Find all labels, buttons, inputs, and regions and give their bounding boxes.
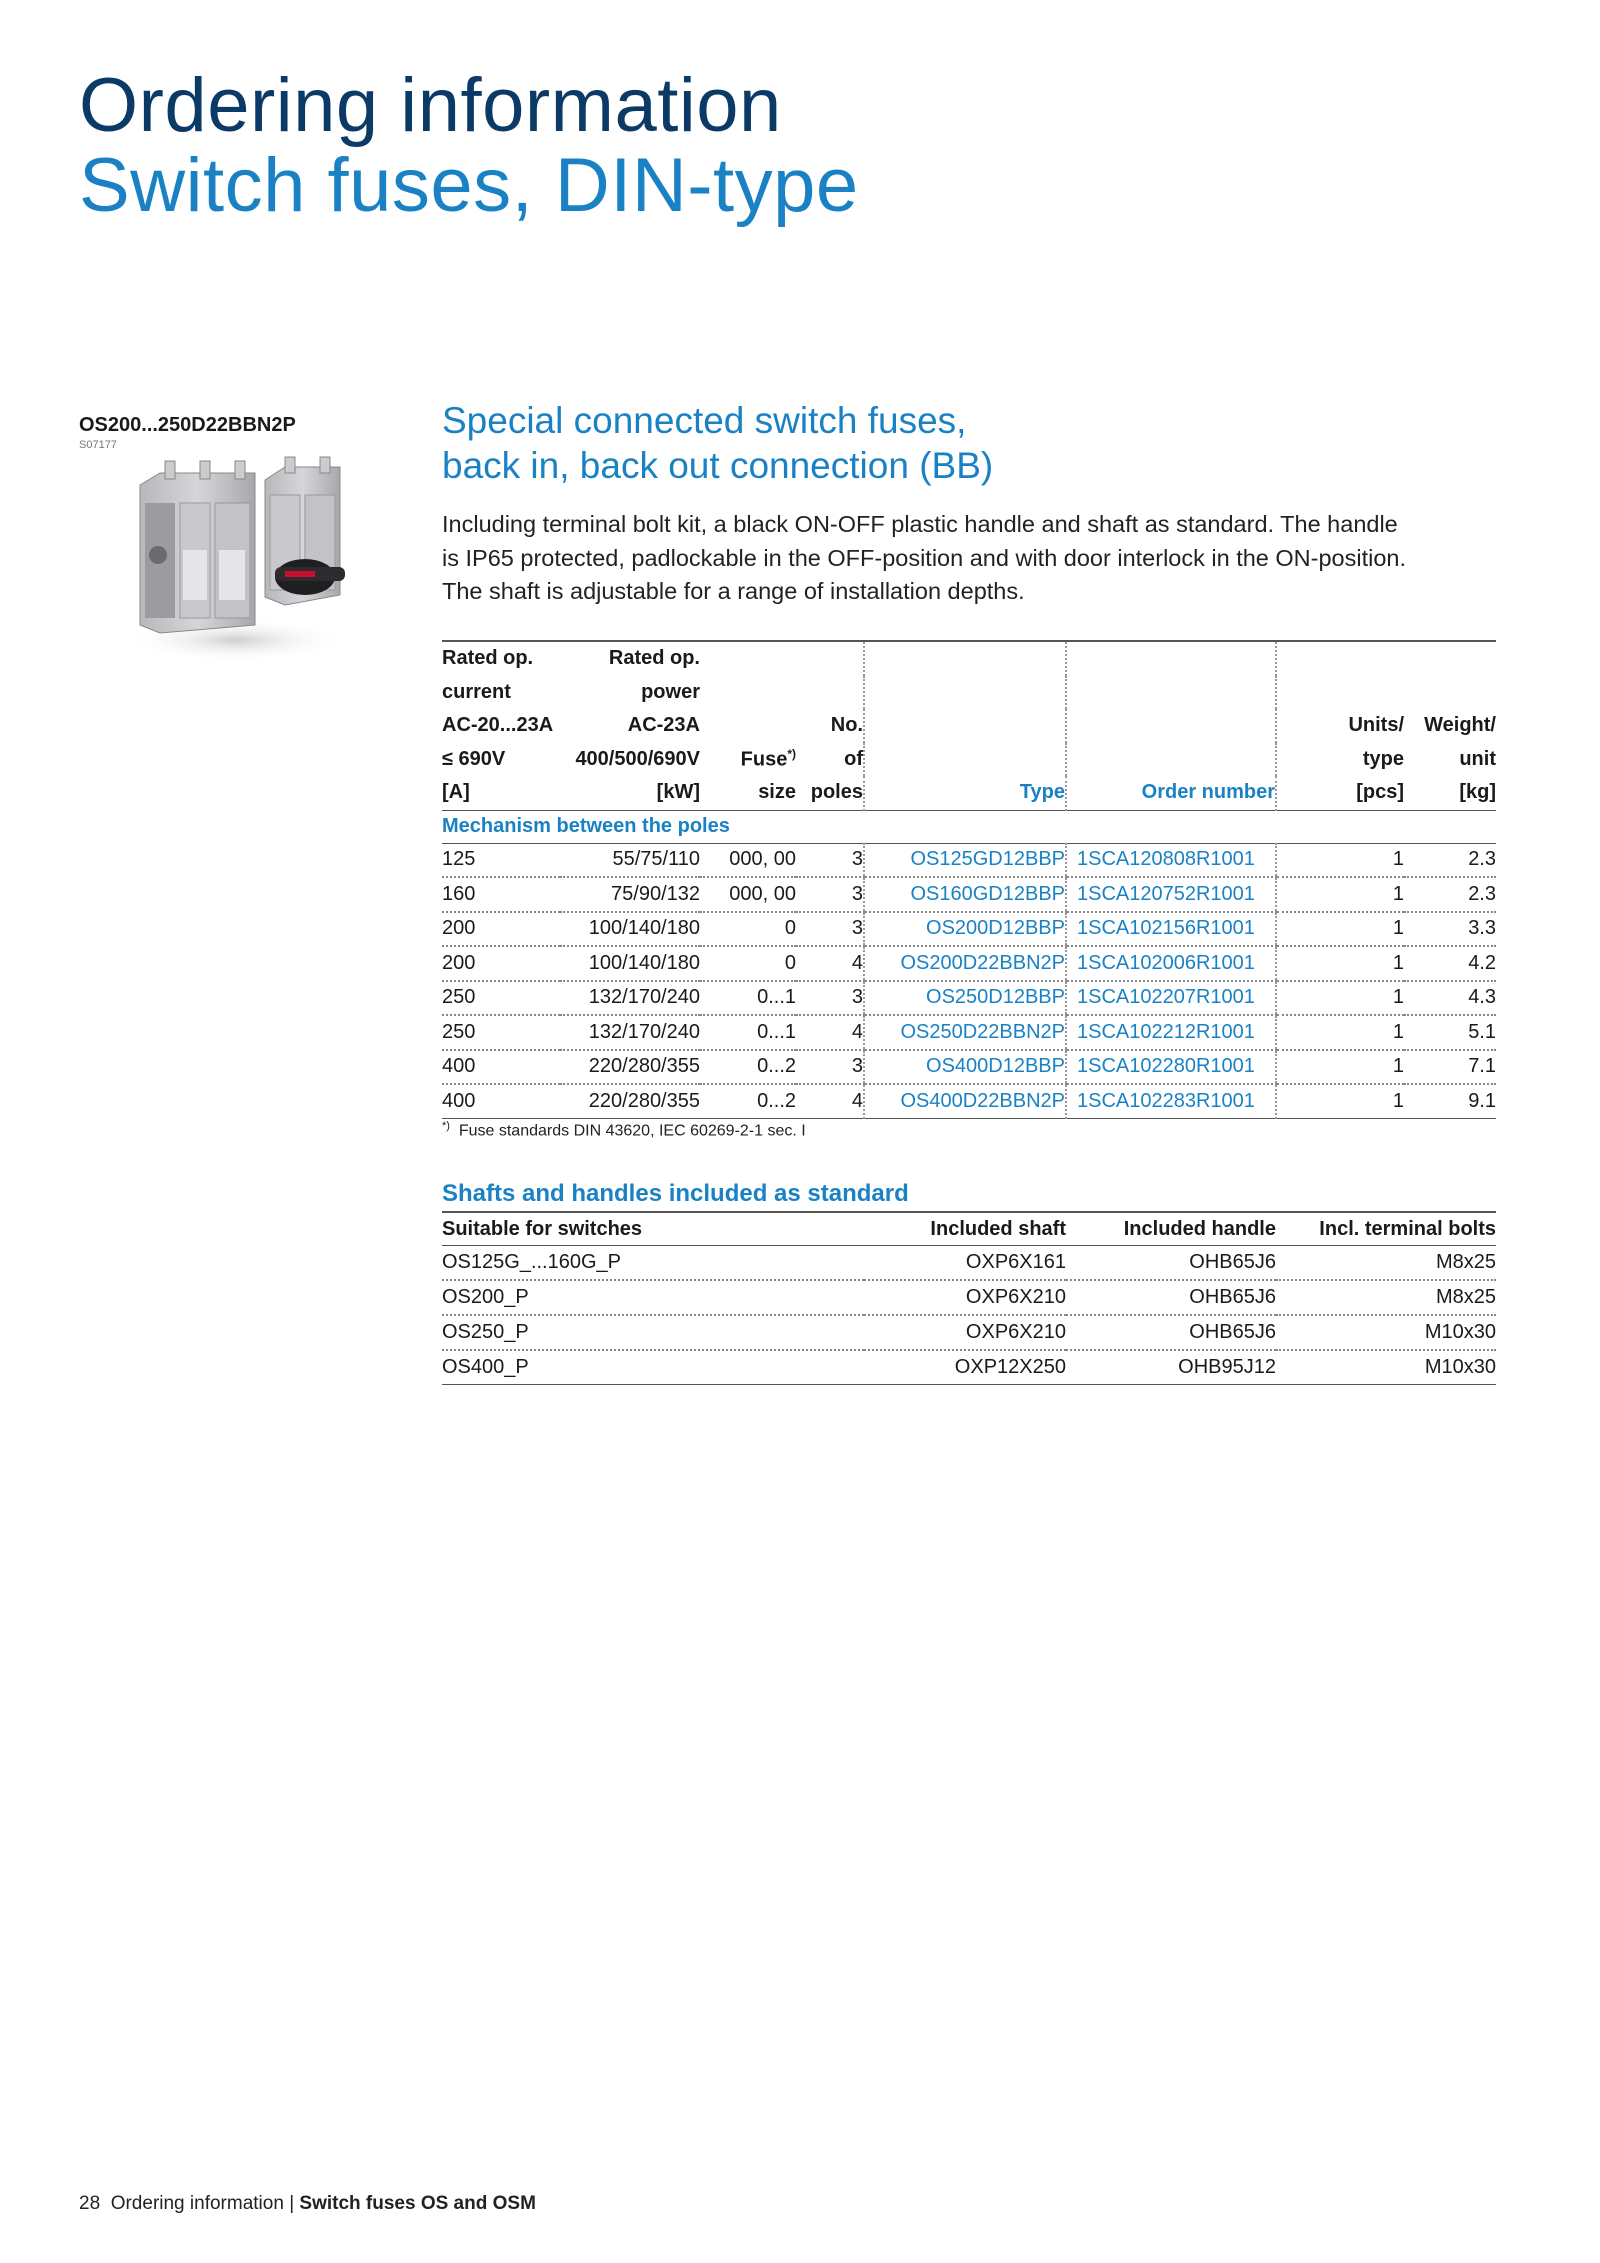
page-title: Ordering information xyxy=(79,63,782,148)
table-cell: OHB65J6 xyxy=(1066,1280,1276,1315)
header-cell: No. xyxy=(830,714,863,737)
table-cell: 160 xyxy=(442,877,560,912)
ordering-table xyxy=(442,640,1496,1119)
table-cell: M8x25 xyxy=(1276,1280,1496,1315)
table-cell: OS400D22BBN2P xyxy=(864,1084,1066,1118)
footer-section: Ordering information xyxy=(110,2193,284,2214)
header-cell xyxy=(864,743,1066,777)
header-cell: Rated op. xyxy=(442,647,534,670)
table-cell: 1SCA102283R1001 xyxy=(1066,1084,1276,1118)
header-cell xyxy=(796,642,864,676)
shafts-section-title: Shafts and handles included as standard xyxy=(442,1180,909,1207)
table-row xyxy=(442,912,1496,947)
table-cell: 1 xyxy=(1276,843,1404,877)
header-cell: Incl. terminal bolts xyxy=(1276,1212,1496,1246)
header-cell: Weight/ xyxy=(1424,714,1496,737)
table-cell: 3 xyxy=(796,843,864,877)
table-row xyxy=(442,946,1496,981)
table-cell: 0...1 xyxy=(700,1015,796,1050)
table-cell: 55/75/110 xyxy=(560,843,700,877)
section-description xyxy=(442,508,1502,609)
table-cell: 0...2 xyxy=(700,1050,796,1085)
header-cell xyxy=(700,709,796,743)
table-cell: OHB65J6 xyxy=(1066,1315,1276,1350)
table-cell: OS125GD12BBP xyxy=(864,843,1066,877)
header-cell: AC-20...23A xyxy=(442,714,554,737)
table-cell: 1 xyxy=(1276,912,1404,947)
table-row xyxy=(442,1015,1496,1050)
table-cell: 0...1 xyxy=(700,981,796,1016)
page-subtitle: Switch fuses, DIN-type xyxy=(79,143,859,228)
table-cell: 9.1 xyxy=(1404,1084,1496,1118)
table-row xyxy=(442,981,1496,1016)
footnote-text: Fuse standards DIN 43620, IEC 60269-2-1 sec. I xyxy=(458,1122,806,1140)
header-cell-fuse xyxy=(700,743,796,777)
shafts-table xyxy=(442,1211,1496,1385)
header-cell xyxy=(1276,642,1404,676)
header-cell: poles xyxy=(796,776,864,810)
table-row xyxy=(442,1246,1496,1281)
header-cell: Included shaft xyxy=(864,1212,1066,1246)
header-cell xyxy=(700,676,796,710)
table-row xyxy=(442,1050,1496,1085)
page-number: 28 xyxy=(79,2193,101,2214)
table-cell: 0 xyxy=(700,912,796,947)
table-row xyxy=(442,1315,1496,1350)
table-cell: 220/280/355 xyxy=(560,1084,700,1118)
table-cell: 1 xyxy=(1276,1050,1404,1085)
table-cell: 100/140/180 xyxy=(560,946,700,981)
table-cell: OHB65J6 xyxy=(1066,1246,1276,1281)
footnote xyxy=(442,1120,806,1140)
table-cell: OS200D22BBN2P xyxy=(864,946,1066,981)
header-cell xyxy=(1066,642,1276,676)
header-cell: [pcs] xyxy=(1276,776,1404,810)
table-cell: 000, 00 xyxy=(700,877,796,912)
table-cell: OXP12X250 xyxy=(864,1350,1066,1385)
header-cell: 400/500/690V xyxy=(575,747,700,770)
table-row xyxy=(442,1350,1496,1385)
table-cell: OXP6X210 xyxy=(864,1315,1066,1350)
table-cell: 250 xyxy=(442,981,560,1016)
header-cell xyxy=(1066,743,1276,777)
table-cell: 7.1 xyxy=(1404,1050,1496,1085)
header-cell: Units/ xyxy=(1276,709,1404,743)
table-cell: 250 xyxy=(442,1015,560,1050)
product-image-code: S07177 xyxy=(79,439,117,451)
table-cell: M10x30 xyxy=(1276,1350,1496,1385)
header-cell xyxy=(864,676,1066,710)
table-cell: OS125G_...160G_P xyxy=(442,1246,864,1281)
table-cell: 3 xyxy=(796,877,864,912)
table-cell: 1SCA102156R1001 xyxy=(1066,912,1276,947)
table-cell: 5.1 xyxy=(1404,1015,1496,1050)
table-cell: 1SCA120808R1001 xyxy=(1066,843,1276,877)
table-cell: 400 xyxy=(442,1050,560,1085)
header-cell: current xyxy=(442,680,511,703)
header-cell xyxy=(1066,709,1276,743)
table-cell: 125 xyxy=(442,843,560,877)
header-cell: Rated op. xyxy=(608,647,700,670)
table-cell: OS400_P xyxy=(442,1350,864,1385)
header-cell xyxy=(700,642,796,676)
table-cell: 0 xyxy=(700,946,796,981)
header-cell: unit xyxy=(1459,747,1496,770)
table-cell: 1 xyxy=(1276,1084,1404,1118)
table-cell: OS200D12BBP xyxy=(864,912,1066,947)
table-cell: 132/170/240 xyxy=(560,981,700,1016)
table-cell: 1SCA102212R1001 xyxy=(1066,1015,1276,1050)
table-row xyxy=(442,1280,1496,1315)
header-cell: type xyxy=(1276,743,1404,777)
header-cell xyxy=(796,676,864,710)
table-row xyxy=(442,1084,1496,1118)
table-cell: 4 xyxy=(796,1015,864,1050)
header-cell-type: Type xyxy=(864,776,1066,810)
table-cell: M10x30 xyxy=(1276,1315,1496,1350)
section-title xyxy=(442,398,993,488)
description-line: is IP65 protected, padlockable in the OFF-position and with door interlock in the ON-position. xyxy=(442,544,1407,571)
table-cell: 200 xyxy=(442,946,560,981)
table-cell: 1 xyxy=(1276,877,1404,912)
footer-document-title: Switch fuses OS and OSM xyxy=(299,2193,536,2214)
fuse-footnote-mark: *) xyxy=(787,746,796,761)
table-cell: 220/280/355 xyxy=(560,1050,700,1085)
table-cell: 100/140/180 xyxy=(560,912,700,947)
section-title-line1: Special connected switch fuses, xyxy=(442,400,967,441)
table-cell: OS250D12BBP xyxy=(864,981,1066,1016)
table-cell: OS160GD12BBP xyxy=(864,877,1066,912)
table-row xyxy=(442,877,1496,912)
table-cell: 2.3 xyxy=(1404,843,1496,877)
table-cell: 1SCA102006R1001 xyxy=(1066,946,1276,981)
table-cell: 4.3 xyxy=(1404,981,1496,1016)
header-cell: power xyxy=(641,680,700,703)
header-cell: ≤ 690V xyxy=(442,747,506,770)
description-line: The shaft is adjustable for a range of installation depths. xyxy=(442,578,1025,604)
description-line: Including terminal bolt kit, a black ON-OFF plastic handle and shaft as standard. The handle xyxy=(442,511,1398,537)
table-cell: 2.3 xyxy=(1404,877,1496,912)
footer-separator: | xyxy=(289,2193,295,2214)
header-cell: Included handle xyxy=(1066,1212,1276,1246)
header-cell xyxy=(864,709,1066,743)
table-cell: OS250D22BBN2P xyxy=(864,1015,1066,1050)
header-cell: Suitable for switches xyxy=(442,1212,864,1246)
table-cell: 1SCA102280R1001 xyxy=(1066,1050,1276,1085)
table-cell: 1 xyxy=(1276,981,1404,1016)
table-cell: 3 xyxy=(796,981,864,1016)
header-cell-order-number: Order number xyxy=(1066,776,1276,810)
table-cell: 4.2 xyxy=(1404,946,1496,981)
table-cell: OS250_P xyxy=(442,1315,864,1350)
product-caption: OS200...250D22BBN2P xyxy=(79,414,296,436)
table-row xyxy=(442,843,1496,877)
table-cell: 3 xyxy=(796,912,864,947)
fuse-label: Fuse xyxy=(740,748,788,771)
table-cell: 75/90/132 xyxy=(560,877,700,912)
footnote-mark: *) xyxy=(442,1120,450,1132)
header-cell: [kg] xyxy=(1404,776,1496,810)
header-cell xyxy=(1404,642,1496,676)
table-cell: 4 xyxy=(796,1084,864,1118)
table-cell: 132/170/240 xyxy=(560,1015,700,1050)
table-cell: OXP6X210 xyxy=(864,1280,1066,1315)
header-cell xyxy=(1404,676,1496,710)
table-cell: 1SCA102207R1001 xyxy=(1066,981,1276,1016)
header-cell: of xyxy=(844,747,863,770)
header-cell xyxy=(864,642,1066,676)
table-cell: OS400D12BBP xyxy=(864,1050,1066,1085)
page-footer xyxy=(79,2193,536,2215)
table-cell: 1 xyxy=(1276,1015,1404,1050)
table-cell: 000, 00 xyxy=(700,843,796,877)
table-cell: 400 xyxy=(442,1084,560,1118)
table-cell: 1SCA120752R1001 xyxy=(1066,877,1276,912)
header-cell: AC-23A xyxy=(627,714,700,737)
table-cell: OXP6X161 xyxy=(864,1246,1066,1281)
table-cell: 3.3 xyxy=(1404,912,1496,947)
header-cell: size xyxy=(700,776,796,810)
table-cell: 3 xyxy=(796,1050,864,1085)
table-cell: 200 xyxy=(442,912,560,947)
table-cell: M8x25 xyxy=(1276,1246,1496,1281)
table-cell: 1 xyxy=(1276,946,1404,981)
table-cell: 4 xyxy=(796,946,864,981)
header-cell xyxy=(1276,676,1404,710)
header-cell xyxy=(1066,676,1276,710)
header-cell: [A] xyxy=(442,776,560,810)
table-cell: OHB95J12 xyxy=(1066,1350,1276,1385)
header-cell: [kW] xyxy=(560,776,700,810)
table-cell: OS200_P xyxy=(442,1280,864,1315)
section-title-line2: back in, back out connection (BB) xyxy=(442,445,994,486)
table-cell: 0...2 xyxy=(700,1084,796,1118)
group-label: Mechanism between the poles xyxy=(442,810,1496,843)
switch-fuse-product-image xyxy=(125,455,375,670)
